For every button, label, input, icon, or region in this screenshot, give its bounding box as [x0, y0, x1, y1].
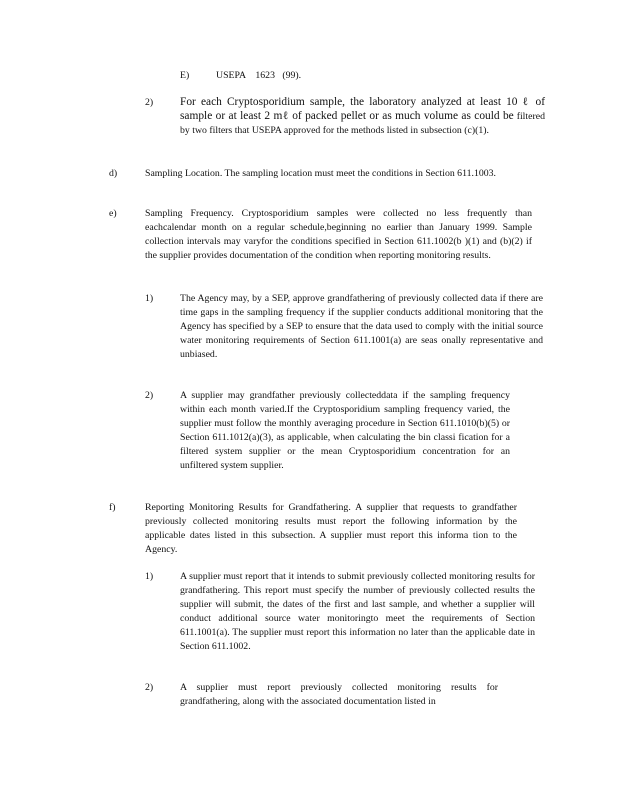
item-label: 2) — [145, 390, 154, 401]
section-text: Sampling Location. The sampling location must meet the conditions in Section 611.1003. — [145, 168, 497, 179]
section-text: Reporting Monitoring Results for Grandfathering. A supplier that requests to grandfather previously collected monitoring results must report the following information by the applicable dates listed in this subsection. A supplier must report this informa tion to the Agency. — [145, 502, 517, 555]
item-label: 2) — [145, 682, 154, 693]
item-label: E) — [180, 70, 190, 81]
item-text: The Agency may, by a SEP, approve grandfathering of previously collected data if there are time gaps in the sampling frequency if the supplier conducts additional monitoring that the Agency has specified by a SEP to ensure that the data used to comply with the initial source water monitoring requirements of Section 611.1001(a) are seas onally representative and unbiased. — [180, 293, 543, 360]
item-text: A supplier may grandfather previously collecteddata if the sampling frequency within each month varied.If the Cryptosporidium sampling frequency varied, the supplier must follow the monthly averaging procedure in Section 611.1010(b)(5) or Section 611.1012(a)(3), as applicable, when calculating the bin classi fication for a filtered system supplier or the mean Cryptosporidium concentration for an unfiltered system supplier. — [180, 390, 510, 471]
section-label: e) — [109, 208, 117, 219]
item-text: A supplier must report previously collected monitoring results for grandfathering, along with the associated documentation listed in — [180, 682, 498, 707]
item-text: USEPA 1623 (99). — [216, 70, 302, 81]
item-label: 2) — [145, 97, 154, 108]
item-text-small: filtered by two filters that USEPA approved for the methods listed in subsection (c)(1). — [180, 110, 545, 136]
section-text: Sampling Frequency. Cryptosporidium samples were collected no less frequently than eachcalendar month on a regular schedule,beginning no earlier than January 1999. Sample collection intervals may varyfor the conditions specified in Section 611.1002(b )(1) and (b)(2) if the supplier provides documentation of the condition when reporting monitoring results. — [145, 208, 532, 261]
item-label: 1) — [145, 571, 154, 582]
item-text-large: For each Cryptosporidium sample, the laboratory analyzed at least 10 ℓ of sample or at least 2 mℓ of packed pellet or as much volume as could be — [180, 96, 545, 122]
section-label: f) — [109, 502, 116, 513]
item-label: 1) — [145, 293, 154, 304]
section-label: d) — [109, 168, 118, 179]
item-text — [180, 96, 545, 138]
item-text: A supplier must report that it intends to submit previously collected monitoring results for grandfathering. This report must specify the number of previously collected results the supplier will submit, the dates of the first and last sample, and whether a supplier will conduct additional source water monitoringto meet the requirements of Section 611.1001(a). The supplier must report this information no later than the applicable date in Section 611.1002. — [180, 571, 535, 652]
